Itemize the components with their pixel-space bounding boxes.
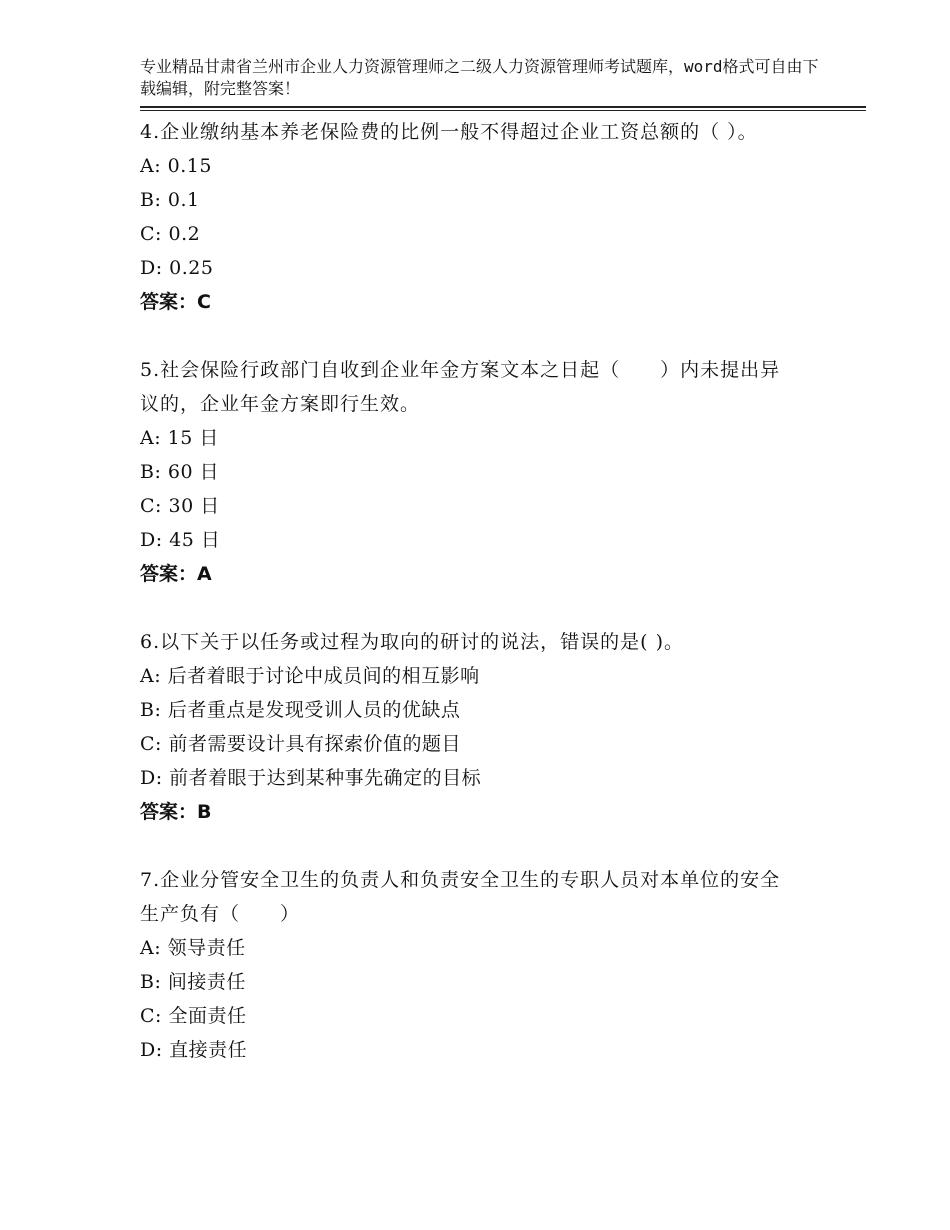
option-b: B: 60 日 (140, 461, 220, 483)
question-4 (140, 115, 870, 319)
option-b: B: 间接责任 (140, 971, 246, 993)
option-c: C: 30 日 (140, 495, 220, 517)
question-6 (140, 625, 870, 829)
document-header: 专业精品甘肃省兰州市企业人力资源管理师之二级人力资源管理师考试题库，word格式可自由下载编辑，附完整答案！ (140, 57, 819, 98)
option-c: C: 0.2 (140, 223, 201, 245)
answer: 答案：C (140, 291, 211, 313)
option-d: D: 直接责任 (140, 1039, 248, 1061)
option-a: A: 后者着眼于讨论中成员间的相互影响 (140, 665, 480, 687)
option-c: C: 全面责任 (140, 1005, 247, 1027)
question-text: 6.以下关于以任务或过程为取向的研讨的说法，错误的是( )。 (140, 631, 684, 653)
option-d: D: 前者着眼于达到某种事先确定的目标 (140, 767, 482, 789)
option-a: A: 0.15 (140, 155, 212, 177)
option-d: D: 0.25 (140, 257, 214, 279)
question-text: 7.企业分管安全卫生的负责人和负责安全卫生的专职人员对本单位的安全生产负有（ ） (140, 869, 781, 925)
option-a: A: 15 日 (140, 427, 219, 449)
option-a: A: 领导责任 (140, 937, 246, 959)
question-text: 4.企业缴纳基本养老保险费的比例一般不得超过企业工资总额的（ ）。 (140, 121, 758, 143)
question-5 (140, 353, 870, 591)
option-d: D: 45 日 (140, 529, 221, 551)
answer: 答案：B (140, 801, 212, 823)
option-b: B: 后者重点是发现受训人员的优缺点 (140, 699, 461, 721)
document-page (140, 56, 870, 1101)
option-c: C: 前者需要设计具有探索价值的题目 (140, 733, 461, 755)
header-divider (140, 106, 866, 111)
question-text: 5.社会保险行政部门自收到企业年金方案文本之日起（ ）内未提出异议的，企业年金方案即行生效。 (140, 359, 781, 415)
answer: 答案：A (140, 563, 212, 585)
question-7 (140, 863, 870, 1067)
option-b: B: 0.1 (140, 189, 200, 211)
